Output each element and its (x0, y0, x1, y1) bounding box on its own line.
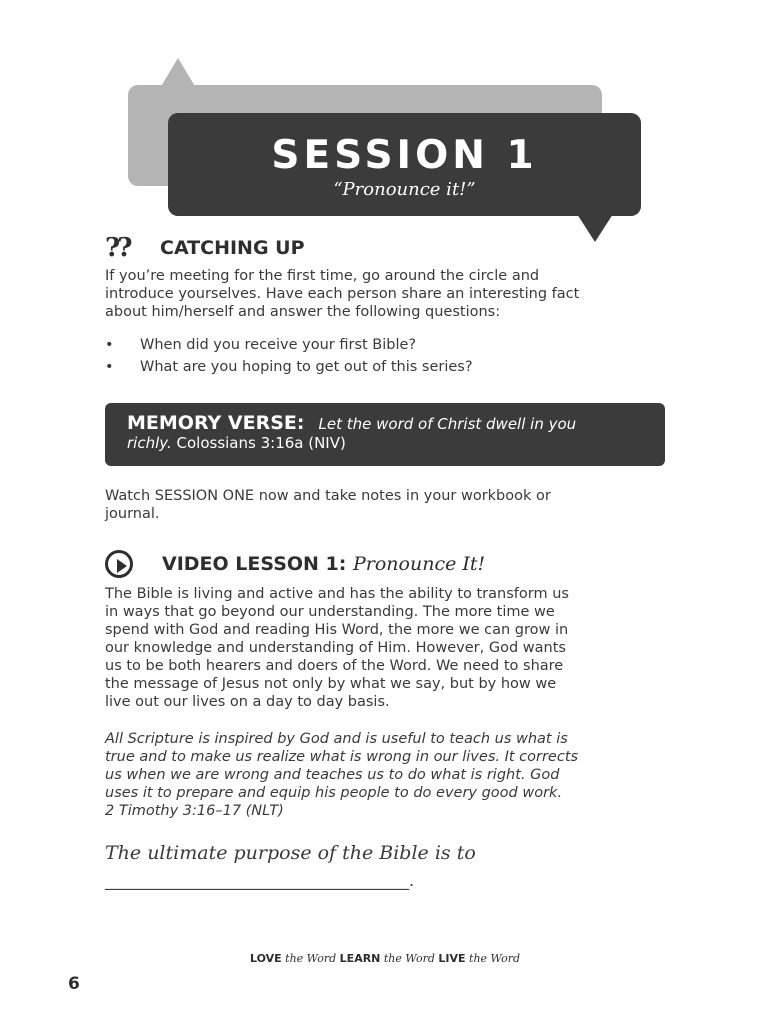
body-line: in ways that go beyond our understanding. The more time we (105, 604, 555, 620)
session-title: SESSION 1 (271, 133, 538, 178)
intro-line: introduce yourselves. Have each person share an interesting fact (105, 286, 580, 302)
footer-the-word-1: the Word (281, 952, 340, 965)
scripture-line: All Scripture is inspired by God and is useful to teach us what is (105, 731, 568, 747)
footer-live: LIVE (438, 952, 466, 965)
watch-note-line: journal. (105, 506, 160, 522)
memory-verse-reference-line (127, 433, 657, 453)
footer-learn: LEARN (339, 952, 381, 965)
front-bubble-tail (577, 214, 613, 242)
back-bubble-tail (160, 58, 196, 88)
memory-verse-reference: Colossians 3:16a (NIV) (171, 434, 346, 452)
session-subtitle: “Pronounce it!” (333, 179, 476, 200)
footer-the-word-2: the Word (380, 952, 439, 965)
question-list (105, 336, 665, 380)
list-item: • When did you receive your first Bible? (105, 336, 665, 358)
catching-up-intro (105, 267, 665, 321)
body-line: spend with God and reading His Word, the more we can grow in (105, 622, 569, 638)
memory-verse-label: MEMORY VERSE: (127, 412, 305, 434)
memory-verse-text-end: richly. (127, 434, 172, 452)
scripture-line: us when we are wrong and teaches us to do what is right. God (105, 767, 560, 783)
body-line: us to be both hearers and doers of the Word. We need to share (105, 658, 564, 674)
footer-the-word-3: the Word (465, 952, 521, 965)
memory-verse-text: Let the word of Christ dwell in you (318, 415, 577, 433)
scripture-reference: 2 Timothy 3:16–17 (NLT) (105, 803, 284, 819)
answer-blank: ______________________________________. (105, 871, 415, 890)
intro-line: If you’re meeting for the first time, go around the circle and (105, 268, 540, 284)
footer-love: LOVE (249, 952, 282, 965)
body-line: The Bible is living and active and has the ability to transform us (105, 586, 569, 602)
catching-up-heading: CATCHING UP (160, 237, 305, 259)
intro-line: about him/herself and answer the following questions: (105, 304, 501, 320)
body-line: live out our lives on a day to day basis. (105, 694, 390, 710)
question-marks-icon: ?? (105, 233, 130, 263)
video-lesson-title: Pronounce It! (353, 553, 486, 575)
play-circle-icon (105, 550, 133, 578)
purpose-prompt: The ultimate purpose of the Bible is to (105, 842, 476, 864)
footer-tagline (0, 952, 770, 965)
body-line: the message of Jesus not only by what we say, but by how we (105, 676, 557, 692)
scripture-line: uses it to prepare and equip his people to do every good work. (105, 785, 563, 801)
scripture-line: true and to make us realize what is wrong in our lives. It corrects (105, 749, 579, 765)
list-item: • What are you hoping to get out of this series? (105, 358, 665, 380)
video-lesson-heading (162, 552, 485, 576)
video-lesson-body (105, 585, 665, 711)
page-number: 6 (68, 974, 80, 994)
video-lesson-label: VIDEO LESSON 1: (162, 553, 353, 575)
watch-note (105, 487, 665, 523)
scripture-quote (105, 730, 665, 820)
body-line: our knowledge and understanding of Him. However, God wants (105, 640, 566, 656)
watch-note-line: Watch SESSION ONE now and take notes in your workbook or (105, 488, 551, 504)
